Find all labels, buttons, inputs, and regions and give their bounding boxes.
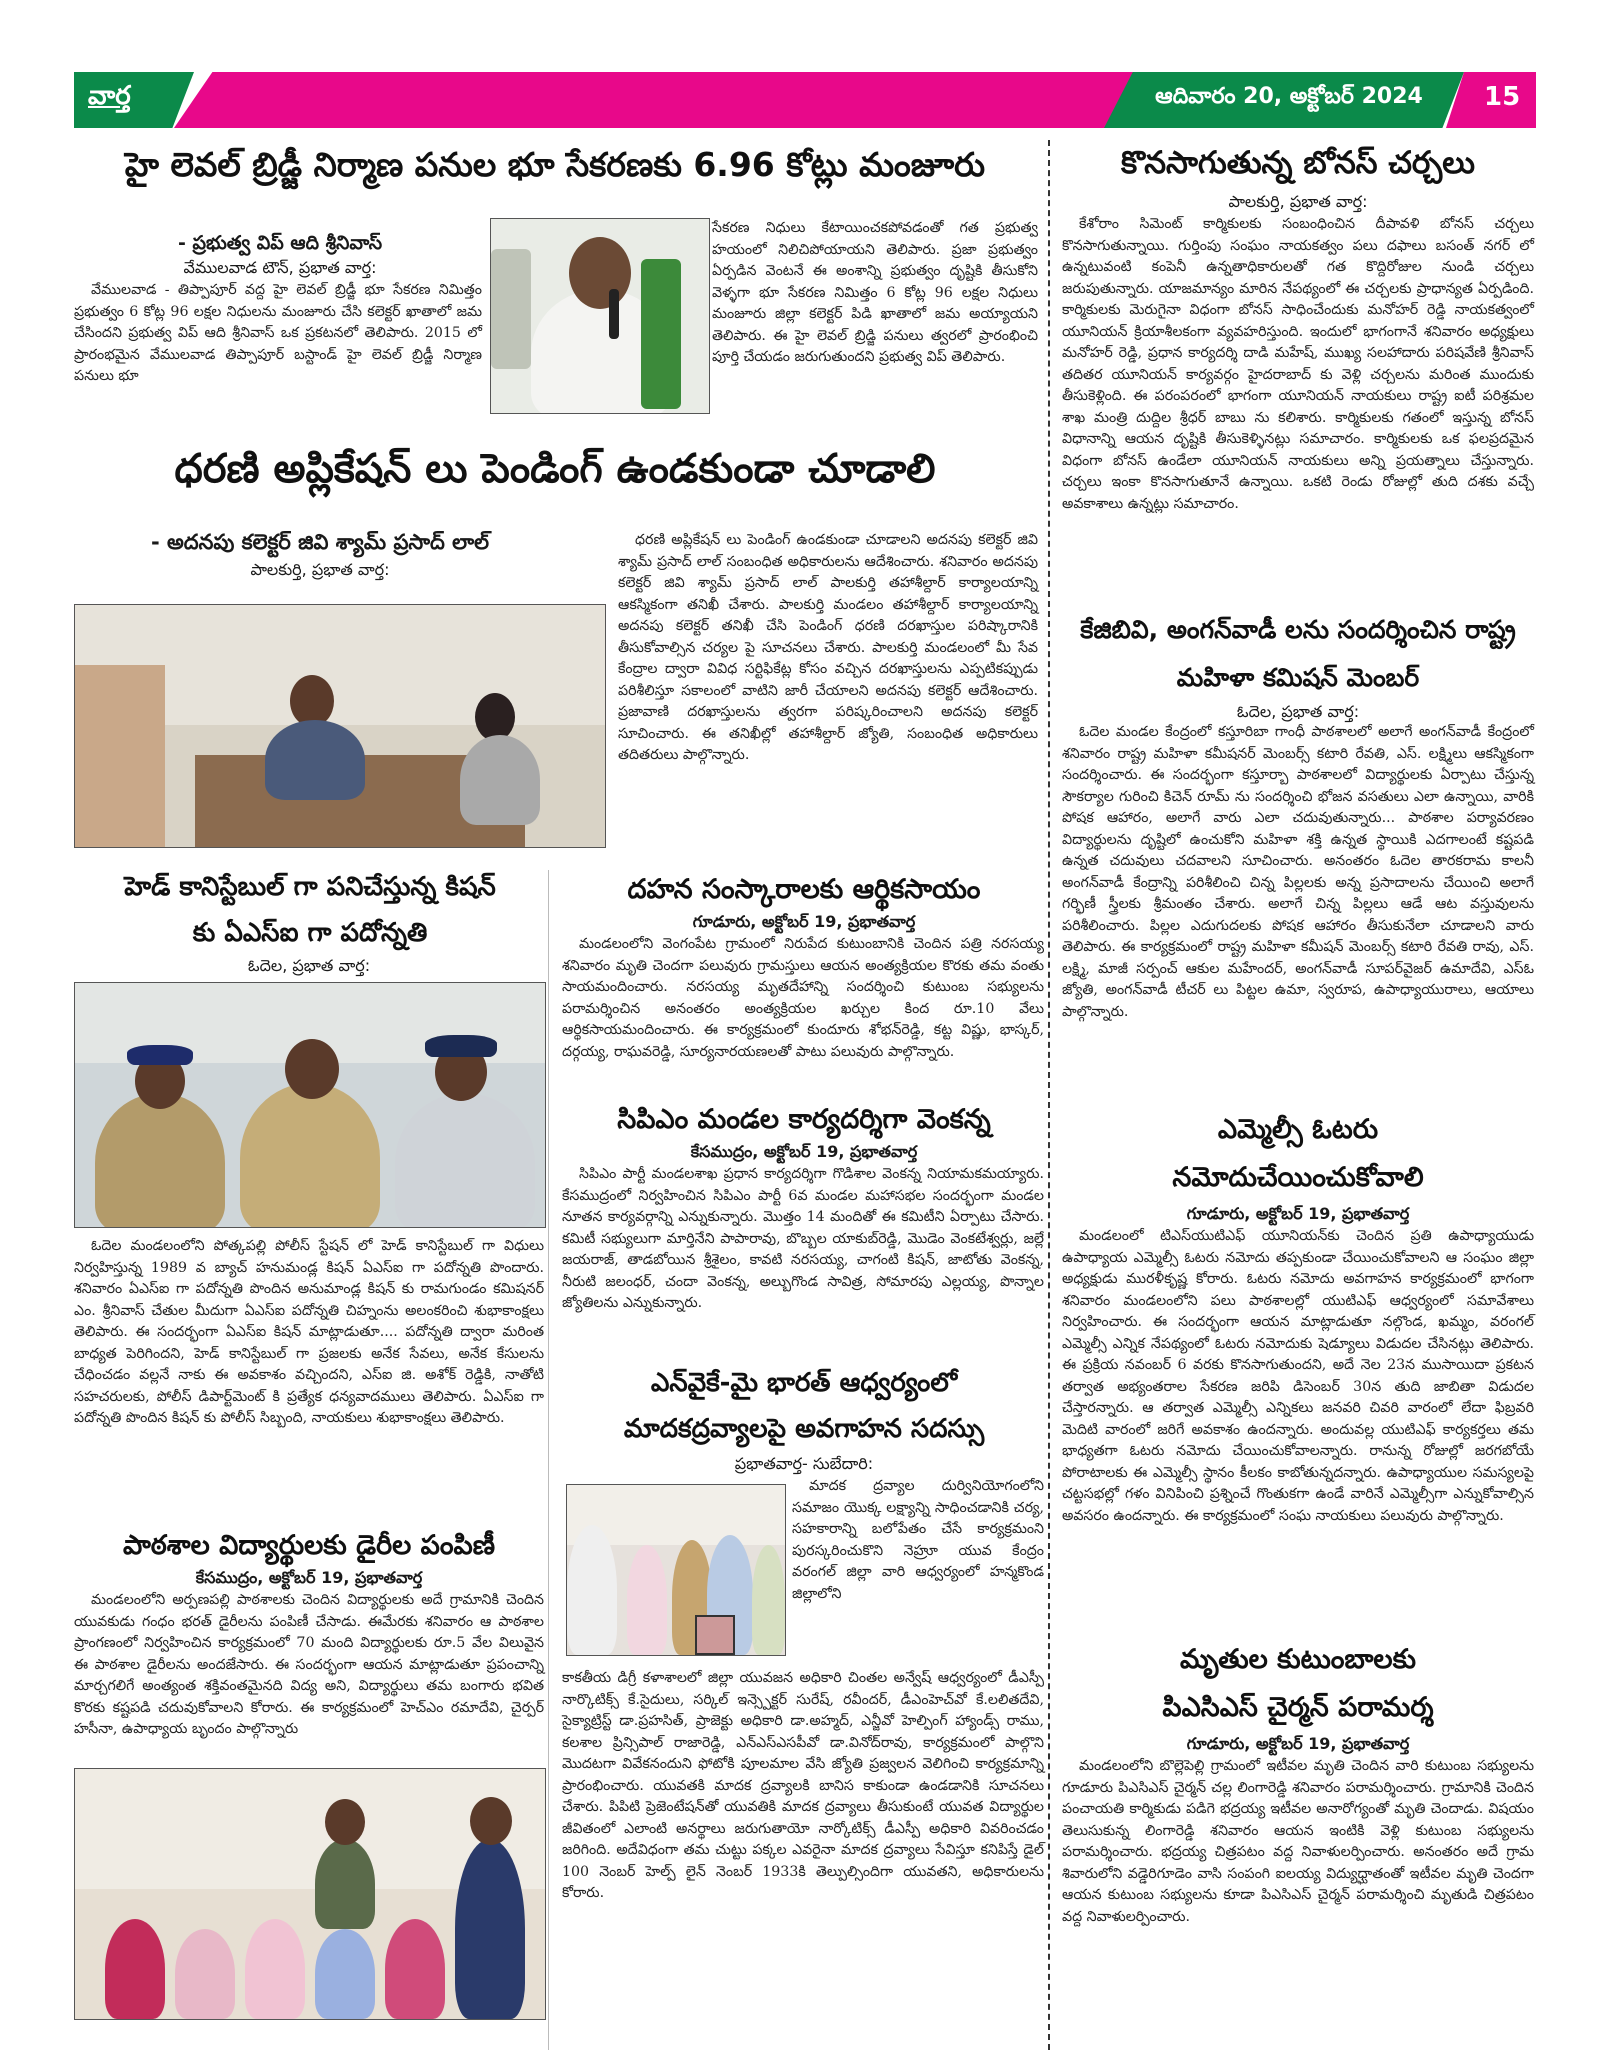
page-number: 15: [1484, 82, 1521, 112]
article-body: మండలంలోని వెంగంపేట గ్రామంలో నిరుపేద కుటుంబానికి చెందిన పత్రి నరసయ్య శనివారం మృతి చెందగా పలువురు గ్రామస్తులు ఆయన అంత్యక్రియల కొరకు తమ వంతు సాయమందించారు. నరసయ్య మృతదేహాన్ని సందర్శించి కుటుంబ సభ్యులను పరామర్శించిన అనంతరం అంత్యక్రియల ఖర్చుల కింద రూ.10 వేలు ఆర్థికసాయమందించారు. ఈ కార్యక్రమంలో కుందూరు శోభన్‌రెడ్డి, కట్ట విష్ణు, భాస్కర్, దర్గయ్య, రాఘవరెడ్డి, సూర్యనారయణలతో పాటు పలువురు పాల్గొన్నారు.: [562, 936, 1044, 1060]
article-body: మండలంలో టిఎస్‌యుటిఎఫ్ యూనియన్‌కు చెందిన ప్రతి ఉపాధ్యాయుడు ఉపాధ్యాయ ఎమ్మెల్సీ ఓటరు నమోదు తప్పకుండా చేయించుకోవాలని ఆ సంఘం జిల్లా అధ్యక్షుడు మురళీకృష్ణ కోరారు. ఓటరు నమోదు అవగాహన కార్యక్రమంలో భాగంగా శనివారం మండలంలోని పలు పాఠశాలల్లో యుటిఎఫ్ ఆధ్వర్యంలో సమావేశాలు నిర్వహించారు. ఈ సందర్భంగా ఆయన మాట్లాడుతూ నల్గొండ, ఖమ్మం, వరంగల్ ఎమ్మెల్సీ ఎన్నిక నేపథ్యంలో ఓటరు నమోదుకు షెడ్యూలు విడుదల చేసినట్లు తెలిపారు. ఈ ప్రక్రియ నవంబర్ 6 వరకు కొనసాగుతుందని, అదే నెల 23న ముసాయిదా ప్రకటన తర్వాత అభ్యంతరాల సేకరణ జరిపి డిసెంబర్ 30న తుది జాబితా విడుదల చేస్తారన్నారు. ఆ తర్వాత ఎమ్మెల్సీ ఎన్నికలు జనవరి చివరి వారంలో లేదా ఫిబ్రవరి మెదిటి వారంలో జరిగే అవకాశం ఉందన్నారు. అందువల్ల యుటిఎఫ్ కార్యకర్తలు తమ భాధ్యతగా ఓటరు నమోదు చేయించుకోవాలన్నారు. రానున్న రోజుల్లో జరగబోయే పోరాటాలకు ఈ ఎమ్మెల్సీ స్థానం కీలకం కాబోతున్నదన్నారు. ఉపాధ్యాయుల సమస్యలపై చట్టసభల్లో గళం వినిపించి ప్రశ్నించే గొంతుకగా ఉండే వారినే ఎమ్మెల్సీగా ఎన్నుకోవాల్సిన అవసరం ఉందన్నారు. ఈ కార్యక్రమంలో సంఘ నాయకులు పలువురు పాల్గొన్నారు.: [1062, 1228, 1534, 1524]
headline: పాఠశాల విద్యార్థులకు డైరీల పంపిణీ: [122, 1530, 496, 1561]
dateline: కేసముద్రం, అక్టోబర్ 19, ప్రభాతవార్త: [195, 1568, 423, 1587]
article-body: మండలంలోని బొల్లెపెల్లి గ్రామంలో ఇటీవల మృతి చెందిన వారి కుటుంబ సభ్యులను గూడూరు పిఎసిఎస్ చైర్మన్ చల్ల లింగారెడ్డి శనివారం పరామర్శించారు. గ్రామానికి చెందిన పంచాయతి కార్మికుడు పడిగె భద్రయ్య ఇటీవల అనారోగ్యంతో మృతి చెందాడు. విషయం తెలుసుకున్న లింగారెడ్డి శనివారం ఆయన ఇంటికి వెళ్లి కుటుంబ సభ్యులను పరామర్శించారు. భద్రయ్య చిత్రపటం వద్ద నివాళులర్పించారు. అనంతరం అదే గ్రామ శివారులోని వడ్డెరిగూడెం వాసి సంపంగి ఐలయ్య విద్యుధ్ఘాతంతో ఇటీవల మృతి చెందగా ఆయన కుటుంబ సభ్యులను కూడా పిఎసిఎస్ చైర్మన్ పరామర్శించి మృతుడి చిత్రపటం వద్ద నివాళులర్పించారు.: [1062, 1758, 1534, 1925]
photo-police-promotion: [74, 982, 546, 1228]
dateline: వేములవాడ టౌన్, ప్రభాత వార్త:: [183, 258, 377, 277]
article-body: మండలంలోని అర్పణపల్లి పాఠశాలకు చెందిన విద్యార్థులకు అదే గ్రామానికి చెందిన యువకుడు గంధం భరత్ డైరీలను పంపిణీ చేసాడు. ఈమేరకు శనివారం ఆ పాఠశాల ప్రాంగణంలో నిర్వహించిన కార్యక్రమంలో 70 మంది విద్యార్థులకు రూ.5 వేల విలువైన ఈ పాఠశాల డైరీలను అందజేసారు. ఈ సందర్భంగా ఆయన మాట్లాడుతూ ప్రపంచాన్ని మార్చగలిగే అంత్యంత శక్తివంతమైనది విద్య అని, విద్యార్థులు తమ బంగారు భవిత కొరకు కష్టపడి చదువుకోవాలని కోరారు. ఈ కార్యక్రమంలో హెచ్ఎం రమాదేవి, చైర్పర్ హసీనా, ఉపాధ్యాయ బృందం పాల్గొన్నారు: [74, 1592, 544, 1737]
issue-date: ఆదివారం 20, అక్టోబర్ 2024: [1155, 84, 1423, 109]
dateline: పాలకుర్తి, ప్రభాత వార్త:: [250, 560, 390, 579]
dateline: పాలకుర్తి, ప్రభాత వార్త:: [1228, 192, 1368, 211]
article-body: మాదక ద్రవ్యాల దుర్వినియోగంలోని సమాజం యొక్క లక్ష్యాన్ని సాధించడానికి చర్య, సహకారాన్ని బలోపేతం చేసే కార్యక్రమంని పురస్కరించుకొని నెహ్రూ యువ కేంద్రం వరంగల్ జిల్లా వారి ఆధ్వర్యంలో హన్మకొండ జిల్లాలోని: [792, 1478, 1044, 1602]
dateline: కేసముద్రం, అక్టోబర్ 19, ప్రభాతవార్త: [690, 1142, 918, 1161]
masthead-pink-band: [174, 72, 1134, 128]
photo-nyk-event: [566, 1484, 786, 1656]
headline: దహన సంస్కారాలకు ఆర్థికసాయం: [627, 874, 981, 905]
headline: సిపిఎం మండల కార్యదర్శిగా వెంకన్న: [617, 1104, 991, 1135]
headline: కేజిబివి, అంగన్‌వాడీ లను సందర్శించిన రాష్ట్ర మహిళా కమిషన్ మెంబర్: [1080, 615, 1516, 692]
article-body: ధరణి అప్లికేషన్ లు పెండింగ్ ఉండకుండా చూడాలని అదనపు కలెక్టర్ జివి శ్యామ్ ప్రసాద్ లాల్ సంబంధిత అధికారులను ఆదేశించారు. శనివారం అదనపు కలెక్టర్ జివి శ్యామ్ ప్రసాద్ లాల్ పాలకుర్తి తహాశీల్దార్ కార్యాలయాన్ని ఆకస్మికంగా తనిఖీ చేశారు. పాలకుర్తి మండలం తహాశీల్దార్ కార్యాలయాన్ని అదనపు కలెక్టర్ తనిఖీ చేసి పెండింగ్ ధరణి దరఖాస్తుల పరిష్కారానికి తీసుకోవాల్సిన చర్యల పై సూచనలు చేశారు. పాలకుర్తి మండలంలో మీ సేవ కేంద్రాల ద్వారా వివిధ సర్టిఫికేట్ల కోసం వచ్చిన దరఖాస్తులను ఎప్పటికప్పుడు పరిశీలిస్తూ సకాలంలో వాటిని జారీ చేయాలని అదనపు కలెక్టర్ ఆదేశించారు. ప్రజావాణి దరఖాస్తులను త్వరగా పరిష్కరించాలని అదనపు కలెక్టర్ సూచించారు. ఈ తనిఖీల్లో తహాశీల్దార్ జ్యోతి, సంబంధిత అధికారులు తదితరులు పాల్గొన్నారు.: [618, 532, 1038, 763]
dateline: ఓదెల, ప్రభాత వార్త:: [247, 956, 371, 975]
column-divider-middle: [548, 870, 549, 2050]
dateline: గూడూరు, అక్టోబర్ 19, ప్రభాతవార్త: [1186, 1204, 1410, 1223]
headline: హై లెవల్ బ్రిడ్జీ నిర్మాణ పనుల భూ సేకరణకు 6.96 కోట్లు మంజూరు: [124, 145, 986, 184]
article-body: కేశోరాం సిమెంట్ కార్మికులకు సంబంధించిన దీపావళి బోనస్ చర్చలు కొనసాగుతున్నాయి. గుర్తింపు సంఘం నాయకత్వం పలు దఫాలు బసంత్ నగర్ లో ఉన్నటువంటి కంపెనీ ఉన్నతాధికారులతో గత కొద్దిరోజుల నుండి చర్చలు జరుపుతున్నారు. యాజమాన్యం మారిన నేపథ్యంలో ఈ చర్చలకు ప్రాధాన్యత ఏర్పడింది. కార్మికులకు మెరుగైనా విధంగా బోనస్ సాధించేందుకు మనోహర్ రెడ్డి నాయకత్వంలో యూనియన్ క్రియాశీలకంగా వ్యవహరిస్తుంది. ఇందులో భాగంగానే శనివారం అధ్యక్షులు మనోహర్ రెడ్డి, ప్రధాన కార్యదర్శి దాడి మహేష్, ముఖ్య సలహాదారు పరిషవేణి శ్రీనివాస్ తదితర యూనియన్ కార్యవర్గం హైదరాబాద్ కు వెళ్లి చర్చలను మరింత ముందుకు తీసుకెళ్లింది. ఈ పరంపరంలో భాగంగా యూనియన్ నాయకులు రాష్ట్ర ఐటీ పరిశ్రమల శాఖ మంత్రి దుద్దిల శ్రీధర్ బాబు ను కలిశారు. కార్మికులకు గతంలో ఇస్తున్న బోనస్ విధానాన్ని ఆయన దృష్టికి తీసుకెళ్ళినట్లు సమాచారం. కార్మికులకు ఒక ఫలప్రదమైన విధంగా బోనస్ ఉండేలా యూనియన్ నాయకులు అన్ని ప్రయత్నాలు చేస్తున్నారు. చర్చలు ఇంకా కొనసాగుతూనే ఉన్నాయి. ఒకటి రెండు రోజుల్లో తుది దశకు వచ్చే అవకాశాలు ఉన్నట్లు సమాచారం.: [1062, 216, 1534, 512]
photo-diary-distribution: [74, 1768, 546, 2020]
headline: కొనసాగుతున్న బోనస్ చర్చలు: [1121, 145, 1475, 181]
dateline: గూడూరు, అక్టోబర్ 19, ప్రభాతవార్త: [1186, 1734, 1410, 1753]
dateline: గూడూరు, అక్టోబర్ 19, ప్రభాతవార్త: [692, 912, 916, 931]
headline: ఎన్‌వైకే-మై భారత్ ఆధ్వర్యంలో మాదకద్రవ్యాలపై అవగాహన సదస్సు: [623, 1368, 985, 1444]
headline: ధరణి అప్లికేషన్ లు పెండింగ్ ఉండకుండా చూడాలి: [174, 446, 936, 492]
headline: ఎమ్మెల్సీ ఓటరు నమోదుచేయించుకోవాలి: [1172, 1114, 1424, 1193]
dateline: ఓదెల, ప్రభాత వార్త:: [1236, 702, 1360, 721]
photo-collector-inspection: [74, 604, 606, 848]
article-body-continued: సేకరణ నిధులు కేటాయించకపోవడంతో గత ప్రభుత్వ హయంలో నిలిచిపోయాయని తెలిపారు. ప్రజా ప్రభుత్వం ఏర్పడిన వెంటనే ఈ అంశాన్ని ప్రభుత్వం దృష్టికి తీసుకోని వెళ్ళగా భూ సేకరణ నిమిత్తం 6 కోట్ల 96 లక్షల నిధులు మంజూరు జిల్లా కలెక్టర్ పిడి ఖాతాలో జమ అయ్యాయని తెలిపారు. ఈ హై లెవల్ బ్రిడ్జి పనులు త్వరలో ప్రారంభించి పూర్తి చేయడం జరుగుతుందని ప్రభుత్వ విప్ తెలిపారు.: [712, 220, 1038, 365]
headline: మృతుల కుటుంబాలకు పిఎసిఎస్ చైర్మన్ పరామర్శ: [1162, 1644, 1434, 1723]
article-body: ఓదెల మండలంలోని పోత్కపల్లి పోలీస్ స్టేషన్ లో హెడ్ కానిస్టేబుల్ గా విధులు నిర్వహిస్తున్న 1989 వ బ్యాచ్ హనుమండ్ల కిషన్ ఏఎస్ఐ గా పదోన్నతి పొందారు. శనివారం ఏఎస్ఐ గా పదోన్నతి పొందిన అనుమాండ్ల కిషన్ కు రామగుండం కమిషనర్ ఎం. శ్రీనివాస్ చేతుల మీదుగా ఏఎస్ఐ పదోన్నతి చిహ్నంను అలంకరించి శుభాకాంక్షలు తెలిపారు. ఈ సందర్భంగా ఏఎస్ఐ కిషన్ మాట్లాడుతూ.... పదోన్నతి ద్వారా మరింత బాధ్యత పెరిగిందని, హెడ్ కానిస్టేబుల్ గా ప్రజలకు అనేక సేవలు, అనేక కేసులను చేధించడం వల్లనే నాకు ఈ అవకాశం వచ్చిందని, ఎస్ఐ జి. అశోక్ రెడ్డికి, నాతోటి సహచరులకు, పోలీస్ డిపార్ట్‌మెంట్ కి ప్రత్యేక ధన్యవాదములు తెలిపారు. ఏఎస్ఐ గా పదోన్నతి పొందిన కిషన్ కు పోలీస్ సిబ్బంది, నాయకులు శుభాకాంక్షలు తెలిపారు.: [74, 1238, 544, 1426]
article-body: వేములవాడ - తిప్పాపూర్ వద్ద హై లెవల్ బ్రిడ్జీ భూ సేకరణ నిమిత్తం ప్రభుత్వం 6 కోట్ల 96 లక్షల నిధులను మంజూరు చేసి కలెక్టర్ ఖాతాలో జమ చేసిందని ప్రభుత్వ విప్ ఆది శ్రీనివాస్ ఒక ప్రకటనలో తెలిపారు. 2015 లో ప్రారంభమైన వేములవాడ తిప్పాపూర్ బస్టాండ్ హై లెవల్ బ్రిడ్జీ నిర్మాణ పనులు భూ: [74, 282, 482, 384]
photo-govt-whip: [490, 218, 710, 414]
column-divider: [1048, 140, 1050, 2050]
byline: - అదనపు కలెక్టర్ జివి శ్యామ్ ప్రసాద్ లాల్: [150, 530, 490, 554]
article-body-continued: కాకతీయ డిగ్రీ కళాశాలలో జిల్లా యువజన అధికారి చింతల అన్వేష్ ఆధ్వర్యంలో డీఎస్పీ నార్కొటిక్స్ కే.సైదులు, సర్కిల్ ఇన్స్పెక్టర్ సురేష్, రవీందర్, డీఎంహెచ్‌వో కే.లలితదేవి, సైక్యాట్రిస్ట్ డా.ప్రహసిత్, ప్రాజెక్టు అధికారి డా.అహ్మద్, ఎన్జీవో హెల్పింగ్ హ్యాండ్స్ రాము, కలశాల ప్రిన్సిపాల్ రాజారెడ్డి, ఎన్ఎస్ఎసపీవో డా.వినోద్‌రావు, కార్యక్రమంలో పాల్గొని మొదటగా వివేకనందుని ఫోటోకి పూలమాల వేసి జ్యోతి ప్రజ్వలన వెలిగించి కార్యక్రమాన్ని ప్రారంభించారు. యువతకి మాదక ద్రవ్యాలకి బానిస కాకుండా ఉండడానికి సూచనలు చేశారు. పిపిటి ప్రెజెంటేషన్‌తో యువతికి మాదక ద్రవ్యాలు తీసుకుంటే యువత విద్యార్థుల జీవితంలో ఎలాంటి అనర్థాలు జరుగుతాయో నార్కోటిక్స్ డీఎస్పీ అధికారి వివరించడం జరిగింది. అదేవిధంగా తమ చుట్టు పక్కల ఎవరైనా మాదక ద్రవ్యాలు సేవిస్తూ కనిపిస్తే డైల్ 100 నెంబర్ హెల్ప్ లైన్ నెంబర్ 1933కి తెల్పుల్సిందిగా యువతని, అధికారులను కోరారు.: [562, 1670, 1044, 1901]
article-body: ఓదెల మండల కేంద్రంలో కస్తూరిబా గాంధీ పాఠశాలలో అలాగే అంగన్‌వాడీ కేంద్రంలో శనివారం రాష్ట్ర మహిళా కమీషనర్ మెంబర్స్ కటారి రేవతి, ఎస్. లక్ష్మిలు ఆకస్మికంగా సందర్శించారు. ఈ సందర్భంగా కస్తూర్బా పాఠశాలలో విద్యార్థులకు ఏర్పాటు చేస్తున్న సౌకర్యాల గురించి కిచెన్ రూమ్ ను సందర్శించి భోజన వసతులు ఎలా ఉన్నాయి, వారికి పోషక ఆహారం, అలాగే వారు ఎలా చదువుతున్నారు... పాఠశాల పర్యావరణం విద్యార్థులను దృష్టిలో ఉంచుకోని మహిళా శక్తి ఉన్నత స్థాయికి ఎదగాలంటే కష్టపడి ఉన్నత చదువులు చదవాలని సూచించారు. అనంతరం ఓదెల తారకరామ కాలనీ అంగన్‌వాడీ కేంద్రాన్ని పరిశీలించి చిన్న పిల్లలకు అన్న ప్రసాదాలను చేయించి అలాగే గర్భిణీ స్త్రీలకు శ్రీమంతం చేశారు. అలాగే చిన్న పిల్లలు ఆడే ఆట వస్తువులను పరిశీలించారు. పిల్లల ఎదుగుదలకు పోషక ఆహారం తీసుకునేలా చూడాలని వారు తెలిపారు. ఈ కార్యక్రమంలో రాష్ట్ర మహిళా కమీషన్ మెంబర్స్ కటారి రేవతి రావు, ఎస్. లక్ష్మి, మాజీ సర్పంచ్ ఆకుల మహేందర్, అంగన్‌వాడీ సూపర్‌వైజర్ ఉమాదేవి, ఎస్ఓ జ్యోతి, అంగన్‌వాడీ టీచర్ లు పిట్టల ఉమా, స్వరూప, ఉపాధ్యాయురాలు, ఆయాలు పాల్గొన్నారు.: [1062, 724, 1534, 1020]
byline: - ప్రభుత్వ విప్ ఆది శ్రీనివాస్: [177, 232, 383, 254]
masthead: [74, 72, 1536, 128]
newspaper-logo: వార్త: [88, 81, 131, 111]
headline: హెడ్ కానిస్టేబుల్ గా పనిచేస్తున్న కిషన్ కు ఏఎస్ఐ గా పదోన్నతి: [124, 872, 496, 948]
article-body: సిపిఎం పార్టీ మండలశాఖ ప్రధాన కార్యదర్శిగా గొడిశాల వెంకన్న నియామకమయ్యారు. కేసముద్రంలో నిర్వహించిన సిపిఎం పార్టీ 6వ మండల మహాసభల సందర్భంగా మండల నూతన కార్యవర్గాన్ని ఎన్నుకున్నారు. మొత్తం 14 మందితో ఈ కమిటీని ఏర్పాటు చేసారు. కమిటీ సభ్యులుగా మార్తినేని పాపారావు, బొబ్బల యాకుబ్‌రెడ్డి, మొడెం వెంకటేశ్వర్లు, జల్లే జయరాజ్, తాడబోయిన శ్రీశైలం, కావటి నరసయ్య, చాగంటి కిషన్, జాటోతు వెంకన్న, నీరుటి జలంధర్, చందా వెంకన్న, అల్బుగొండ సావిత్ర, సోమారపు ఎల్లయ్య, పొన్నాల జ్యోతిలను ఎన్నుకున్నారు.: [562, 1166, 1044, 1311]
dateline: ప్రభాతవార్త- సుబేదారి:: [734, 1454, 874, 1473]
